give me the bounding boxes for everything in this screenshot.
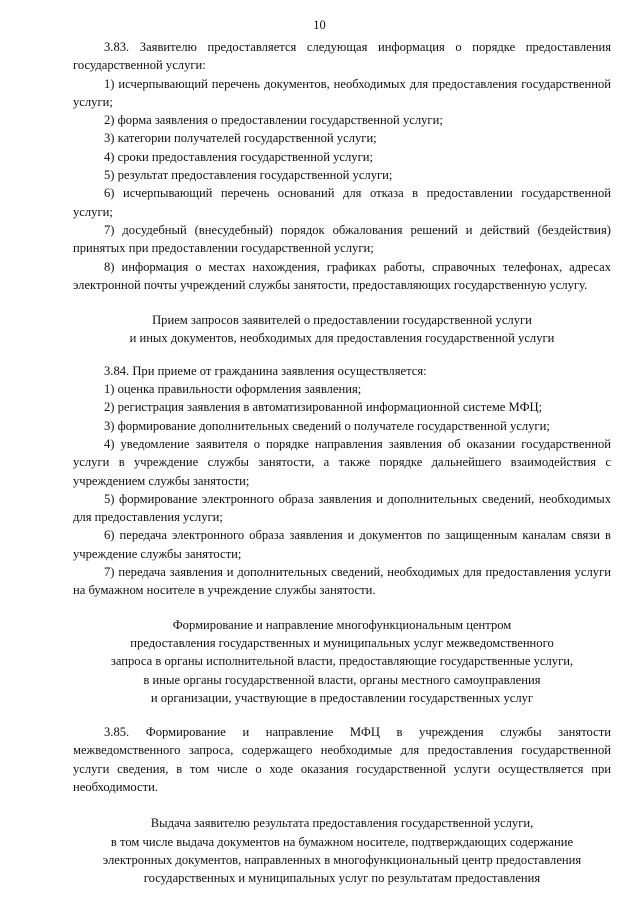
document-body: [73, 38, 611, 887]
heading-line: в том числе выдача документов на бумажном носителе, подтверждающих содержание: [110, 834, 574, 849]
section-heading-interagency-request: [73, 616, 611, 707]
list-item-3-84-7: 7) передача заявления и дополнительных сведений, необходимых для предоставления услуги на бумажном носителе в учреждение службы занятости.: [73, 565, 611, 598]
list-item-3-83-7: 7) досудебный (внесудебный) порядок обжалования решений и действий (бездействия) принятых при предоставлении государственной услуги;: [73, 222, 611, 256]
paragraph-3-83-intro: 3.83. Заявителю предоставляется следующая информация о порядке предоставления государственной услуги:: [73, 40, 611, 73]
heading-line: предоставления государственных и муниципальных услуг межведомственного: [130, 635, 554, 650]
list-item-3-84-4: 4) уведомление заявителя о порядке направления заявления об оказании государственной услуги в учреждение службы занятости, а также порядке дальнейшего взаимодействия с учреждением службы занятости;: [73, 436, 611, 488]
heading-line: в иные органы государственной власти, органы местного самоуправления: [143, 672, 541, 687]
paragraph-3-85: 3.85. Формирование и направление МФЦ в учреждения службы занятости межведомственного запроса, содержащего необходимые для предоставления государственной услуги сведения, в том числе о ходе оказания государственной услуги осуществляется при необходимости.: [73, 725, 611, 794]
heading-line: и иных документов, необходимых для предоставления государственной услуги: [129, 331, 555, 346]
heading-line: Формирование и направление многофункциональным центром: [172, 617, 512, 632]
list-item-3-84-2: 2) регистрация заявления в автоматизированной информационной системе МФЦ;: [104, 400, 543, 415]
list-item-3-84-3: 3) формирование дополнительных сведений о получателе государственной услуги;: [104, 418, 550, 433]
heading-line: Выдача заявителю результата предоставления государственной услуги,: [150, 816, 534, 831]
list-item-3-83-1: 1) исчерпывающий перечень документов, необходимых для предоставления государственной услуги;: [73, 76, 611, 109]
list-item-3-84-6: 6) передача электронного образа заявления и документов по защищенным каналам связи в учреждение службы занятости;: [73, 528, 611, 561]
heading-line: и организации, участвующие в предоставлении государственных услуг: [150, 690, 534, 705]
list-item-3-83-6: 6) исчерпывающий перечень оснований для отказа в предоставлении государственной услуги;: [73, 186, 611, 219]
list-item-3-83-2: 2) форма заявления о предоставлении государственной услуги;: [104, 113, 443, 128]
list-item-3-83-5: 5) результат предоставления государственной услуги;: [104, 168, 393, 183]
heading-line: Прием запросов заявителей о предоставлении государственной услуги: [152, 313, 532, 328]
paragraph-3-84-intro: 3.84. При приеме от гражданина заявления осуществляется:: [104, 363, 427, 378]
heading-line: государственных и муниципальных услуг по результатам предоставления: [143, 871, 541, 886]
list-item-3-84-5: 5) формирование электронного образа заявления и дополнительных сведений, необходимых для предоставления услуги;: [73, 491, 611, 525]
list-item-3-83-4: 4) сроки предоставления государственной услуги;: [104, 149, 373, 164]
list-item-3-83-8: 8) информация о местах нахождения, графиках работы, справочных телефонах, адресах электронной почты учреждений службы занятости, предоставляющих государственную услугу.: [73, 259, 611, 292]
page-number: 10: [313, 18, 326, 32]
list-item-3-83-3: 3) категории получателей государственной услуги;: [104, 131, 377, 146]
section-heading-requests: [73, 311, 611, 348]
heading-line: электронных документов, направленных в многофункциональный центр предоставления: [102, 852, 582, 867]
section-heading-result-issuance: [73, 814, 611, 887]
heading-line: запроса в органы исполнительной власти, предоставляющие государственные услуги,: [110, 654, 574, 669]
list-item-3-84-1: 1) оценка правильности оформления заявления;: [104, 382, 362, 397]
